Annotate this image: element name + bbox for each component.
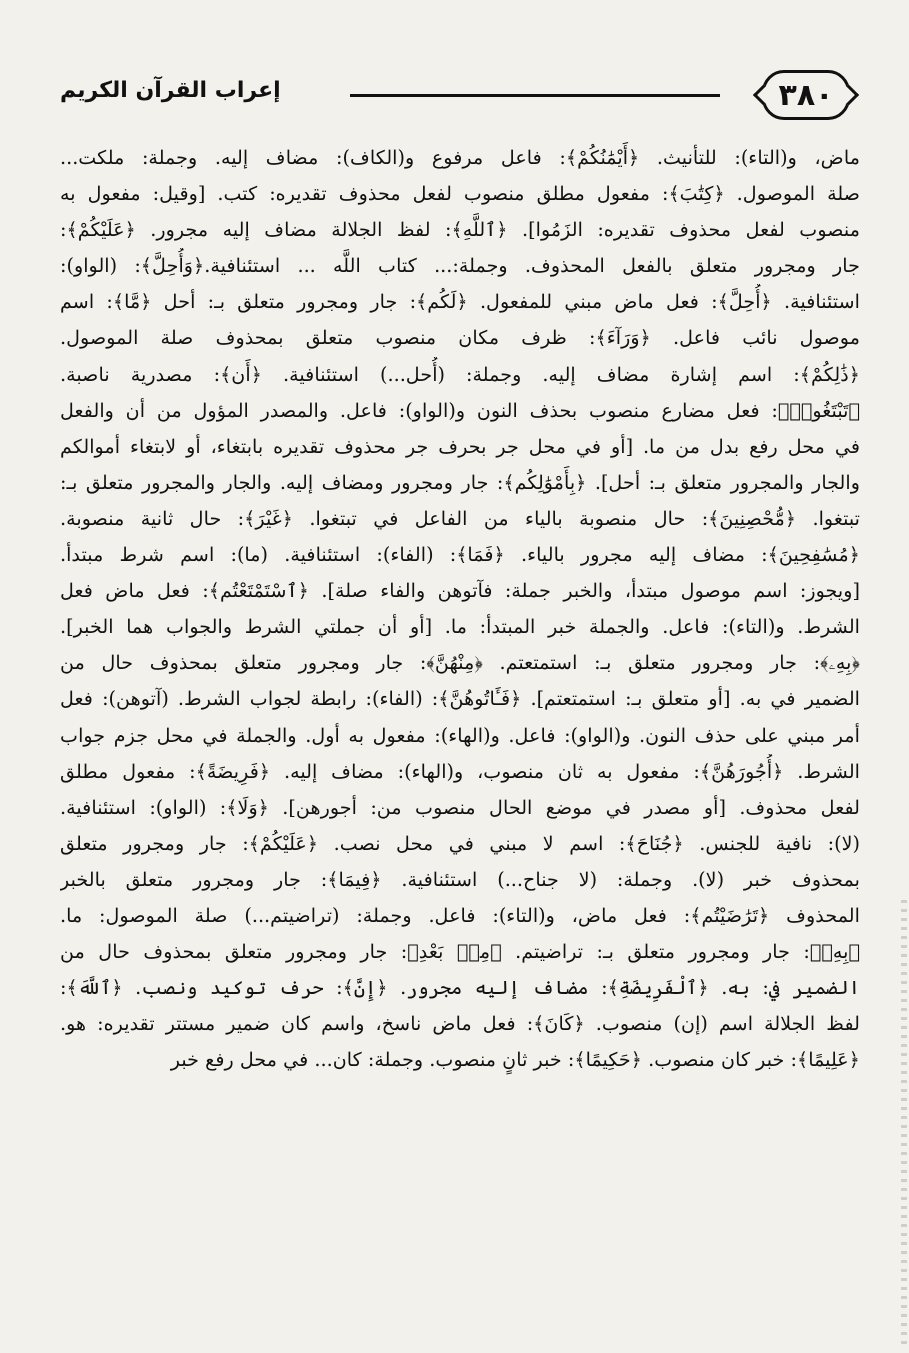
text-line: الضمير في به. [أو متعلق بـ: استمتعتم]. ﴿فَـَٔاتُوهُنَّ﴾: (الفاء): رابطة لجواب الشرط. (آتوهن): فعل xyxy=(60,687,860,711)
text-line: لفظ الجلالة اسم (إن) منصوب. ﴿كَانَ﴾: فعل ماض ناسخ، واسم كان ضمير مستتر تقديره: هو. xyxy=(60,1012,860,1036)
text-line: استئنافية. ﴿أُحِلَّ﴾: فعل ماض مبني للمفعول. ﴿لَكُم﴾: جار ومجرور متعلق بـ: أحل ﴿مَّا﴾: اسم xyxy=(60,290,860,314)
scan-edge-mark xyxy=(901,900,907,1350)
text-line: في محل رفع بدل من ما. [أو في محل جر بحرف جر محذوف تقديره بابتغاء، أو لابتغاء أموالكم xyxy=(60,434,860,458)
header-rule xyxy=(350,94,720,97)
text-line: صلة الموصول. ﴿كِتَٰبَ﴾: مفعول مطلق منصوب لفعل محذوف تقديره: كتب. [وقيل: مفعول به xyxy=(60,182,860,206)
page-number: ٣٨٠ xyxy=(762,70,850,120)
text-line: جار ومجرور متعلق بالفعل المحذوف. وجملة:... كتاب اللَّه ... استئنافية.﴿وَأُحِلَّ﴾: (الواو): xyxy=(60,254,860,278)
text-line: الضمير في: به. ﴿ٱلْفَرِيضَةِ﴾: مضاف إليه مجرور. ﴿إِنَّ﴾: حرف توكيد ونصب. ﴿ٱللَّهَ﴾: xyxy=(60,976,860,1000)
text-line: ماض، و(التاء): للتأنيث. ﴿أَيْمَٰنُكُمْ﴾: فاعل مرفوع و(الكاف): مضاف إليه. وجملة: ملكت... xyxy=(60,146,860,169)
text-line: تبتغوا. ﴿مُّحْصِنِينَ﴾: حال منصوبة بالياء من الفاعل في تبتغوا. ﴿غَيْرَ﴾: حال ثانية منصوبة. xyxy=(60,506,860,530)
text-line: الشرط. ﴿أُجُورَهُنَّ﴾: مفعول به ثان منصوب، و(الهاء): مضاف إليه. ﴿فَرِيضَةً﴾: مفعول مطلق xyxy=(60,759,860,783)
text-line: الشرط. و(التاء): فاعل. والجملة خبر المبتدأ: ما. [أو أن جملتي الشرط والجواب هما الخبر]. xyxy=(60,615,860,639)
text-line: ﴿مُسَٰفِحِينَ﴾: مضاف إليه مجرور بالياء. ﴿فَمَا﴾: (الفاء): استئنافية. (ما): اسم شرط مبتدأ. xyxy=(60,543,860,567)
text-line: ﴿بِهِۦ﴾: جار ومجرور متعلق بـ: استمتعتم. ﴿مِنْهُنَّ﴾: جار ومجرور متعلق بمحذوف حال من xyxy=(60,651,860,675)
text-line: والجار والمجرور متعلق بـ: أحل]. ﴿بِأَمْوَٰلِكُم﴾: جار ومجرور ومضاف إليه. والجار والمجرور متعلق بـ: xyxy=(60,470,860,494)
text-line: ﴿ذَٰلِكُمْ﴾: اسم إشارة مضاف إليه. وجملة: (أُحل...) استئنافية. ﴿أَن﴾: مصدرية ناصبة. xyxy=(60,362,860,386)
text-line: لفعل محذوف. [أو مصدر في موضع الحال منصوب من: أجورهن]. ﴿وَلَا﴾: (الواو): استئنافية. xyxy=(60,795,860,819)
text-line: ﴿عَلِيمًا﴾: خبر كان منصوب. ﴿حَكِيمًا﴾: خبر ثانٍ منصوب. وجملة: كان... في محل رفع خبر xyxy=(170,1048,860,1072)
text-line: [ويجوز: اسم موصول مبتدأ، والخبر جملة: فآتوهن والفاء صلة]. ﴿ٱسْتَمْتَعْتُم﴾: فعل ماض فعل xyxy=(60,579,860,603)
page-header xyxy=(60,60,850,130)
text-line: ﴿تَبْتَغُوا۟﴾: فعل مضارع منصوب بحذف النون و(الواو): فاعل. والمصدر المؤول من أن والفعل xyxy=(60,398,860,422)
text-line: (لا): نافية للجنس. ﴿جُنَاحَ﴾: اسم لا مبني في محل نصب. ﴿عَلَيْكُمْ﴾: جار ومجرور متعلق xyxy=(60,831,860,855)
text-line: بمحذوف خبر (لا). وجملة: (لا جناح...) استئنافية. ﴿فِيمَا﴾: جار ومجرور متعلق بالخبر xyxy=(60,867,860,891)
body-text xyxy=(60,140,860,1078)
book-title: إعراب القرآن الكريم xyxy=(60,78,281,103)
text-line: موصول نائب فاعل. ﴿وَرَآءَ﴾: ظرف مكان منصوب متعلق بمحذوف صلة الموصول. xyxy=(60,326,860,350)
text-line: المحذوف ﴿تَرَٰضَيْتُم﴾: فعل ماض، و(التاء): فاعل. وجملة: (تراضيتم...) صلة الموصول: ما. xyxy=(60,903,860,927)
text-line: ﴿بِهِۦ﴾: جار ومجرور متعلق بـ: تراضيتم. ﴿مِنۢ بَعْدِ﴾: جار ومجرور متعلق بمحذوف حال من xyxy=(60,940,860,964)
text-line: منصوب لفعل محذوف تقديره: الزَمُوا]. ﴿ٱللَّهِ﴾: لفظ الجلالة مضاف إليه مجرور. ﴿عَلَيْكُمْ﴾: xyxy=(60,218,860,242)
text-line: أمر مبني على حذف النون. و(الواو): فاعل. و(الهاء): مفعول به أول. والجملة في محل جزم جواب xyxy=(60,723,860,747)
